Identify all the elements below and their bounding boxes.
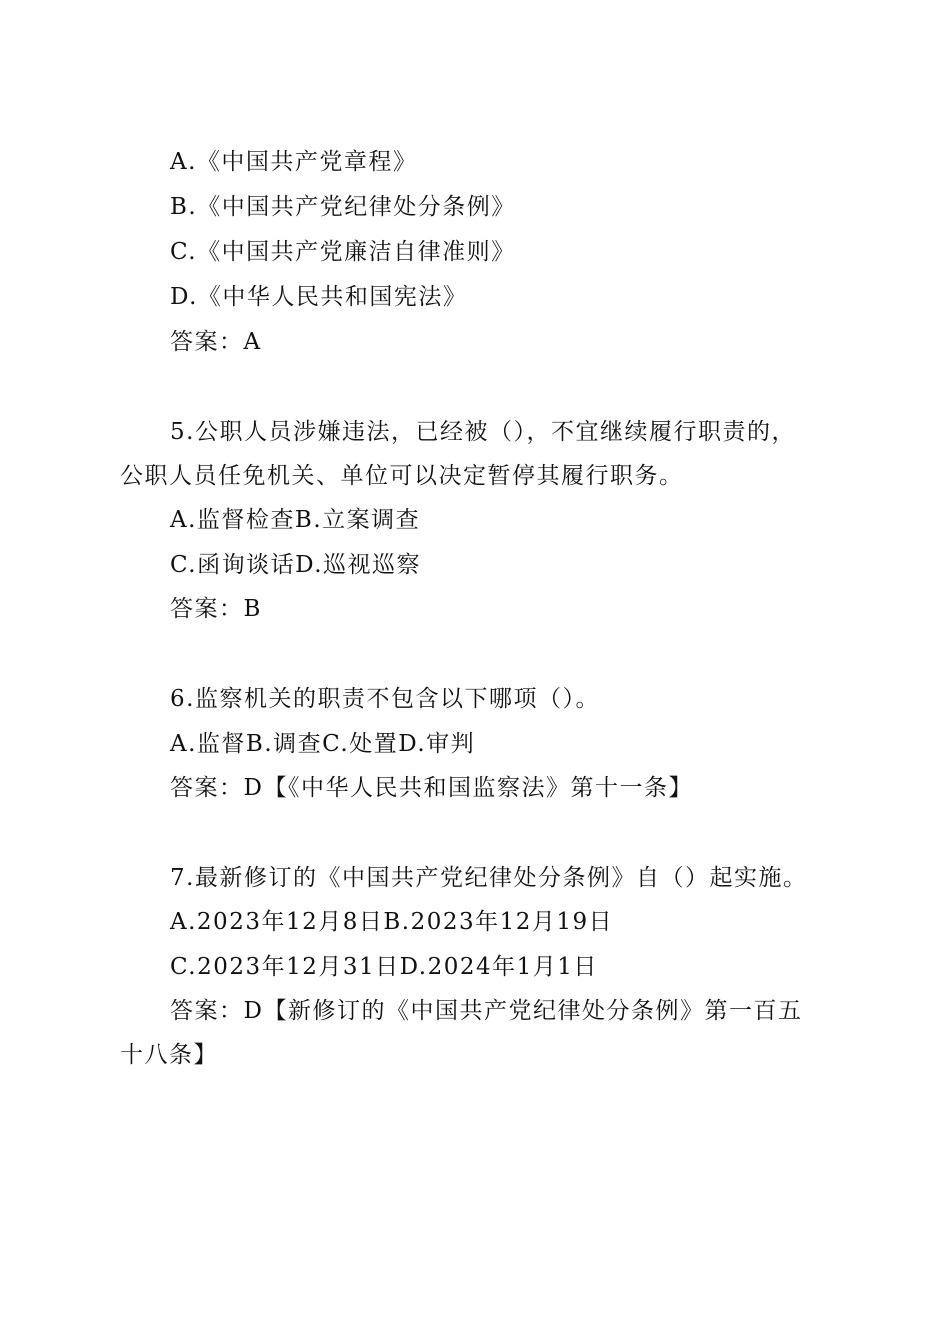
q7-options-ab: A.2023年12月8日B.2023年12月19日: [170, 909, 614, 935]
q7-question: 7.最新修订的《中国共产党纪律处分条例》自（）起实施。: [170, 865, 808, 891]
q5-options-ab: A.监督检查B.立案调查: [170, 507, 421, 533]
q5-options-cd: C.函询谈话D.巡视巡察: [170, 552, 422, 578]
q4-option-b: B.《中国共产党纪律处分条例》: [170, 194, 516, 220]
q6-question: 6.监察机关的职责不包含以下哪项（）。: [170, 686, 600, 712]
q6-options: A.监督B.调查C.处置D.审判: [170, 731, 476, 757]
q7-answer-line1: 答案：D【新修订的《中国共产党纪律处分条例》第一百五: [170, 998, 803, 1024]
q4-option-c: C.《中国共产党廉洁自律准则》: [170, 239, 516, 265]
q5-answer: 答案：B: [170, 596, 262, 622]
q4-option-a: A.《中国共产党章程》: [170, 149, 418, 175]
q7-options-cd: C.2023年12月31日D.2024年1月1日: [170, 954, 598, 980]
q4-answer: 答案：A: [170, 329, 262, 355]
q6-answer: 答案：D【《中华人民共和国监察法》第十一条】: [170, 775, 693, 801]
q4-option-d: D.《中华人民共和国宪法》: [170, 284, 468, 310]
q5-question-line1: 5.公职人员涉嫌违法，已经被（），不宜继续履行职责的，: [170, 419, 796, 445]
q7-answer-line2: 十八条】: [120, 1042, 218, 1068]
q5-question-line2: 公职人员任免机关、单位可以决定暂停其履行职务。: [120, 463, 684, 489]
